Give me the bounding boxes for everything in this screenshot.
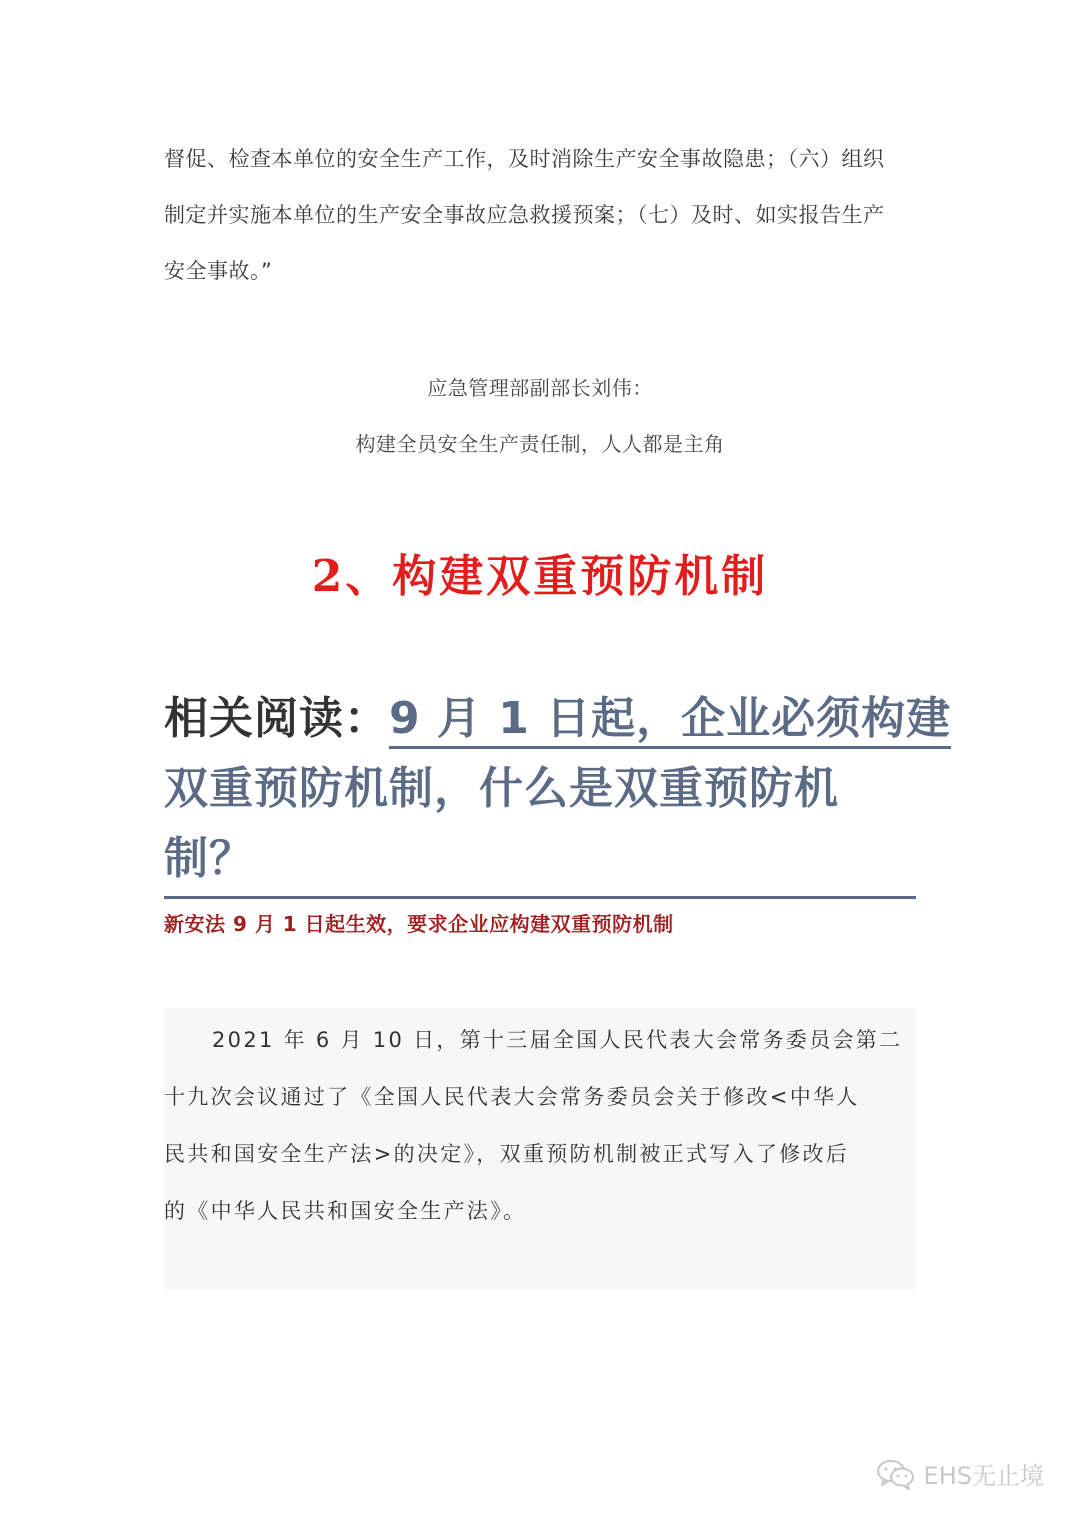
- related-reading-link-continued[interactable]: 双重预防机制，什么是双重预防机制？: [164, 754, 916, 899]
- paragraph-line: 十九次会议通过了《全国人民代表大会常务委员会关于修改<中华人: [164, 1085, 860, 1109]
- caption-speaker: 应急管理部副部长刘伟：: [427, 376, 653, 400]
- related-reading: [164, 684, 952, 899]
- subheading: 新安法 9 月 1 日起生效，要求企业应构建双重预防机制: [164, 912, 674, 936]
- wechat-icon: [876, 1458, 916, 1490]
- boxed-paragraph: [164, 1012, 916, 1240]
- paragraph-line: 民共和国安全生产法>的决定》，双重预防机制被正式写入了修改后: [164, 1142, 850, 1166]
- paragraph-line: 2021 年 6 月 10 日，第十三届全国人民代表大会常务委员会第二: [212, 1028, 903, 1052]
- quote-box: [164, 1008, 916, 1290]
- related-reading-link[interactable]: 9 月 1 日起，企业必须构建: [389, 693, 951, 749]
- paragraph-line: 督促、检查本单位的安全生产工作，及时消除生产安全事故隐患；（六）组织: [164, 147, 885, 171]
- paragraph-line: 制定并实施本单位的生产安全事故应急救援预案；（七）及时、如实报告生产: [164, 203, 885, 227]
- watermark-text: EHS无止境: [923, 1462, 1044, 1490]
- caption-quote: 构建全员安全生产责任制，人人都是主角: [355, 432, 725, 456]
- paragraph-line: 的《中华人民共和国安全生产法》。: [164, 1199, 527, 1223]
- related-reading-label: 相关阅读：: [164, 693, 389, 744]
- related-reading-line-1: [164, 684, 952, 754]
- section-title: 2、构建双重预防机制: [311, 551, 769, 602]
- top-paragraph: [164, 131, 916, 299]
- paragraph-line: 安全事故。”: [164, 259, 273, 283]
- watermark: [876, 1456, 1044, 1491]
